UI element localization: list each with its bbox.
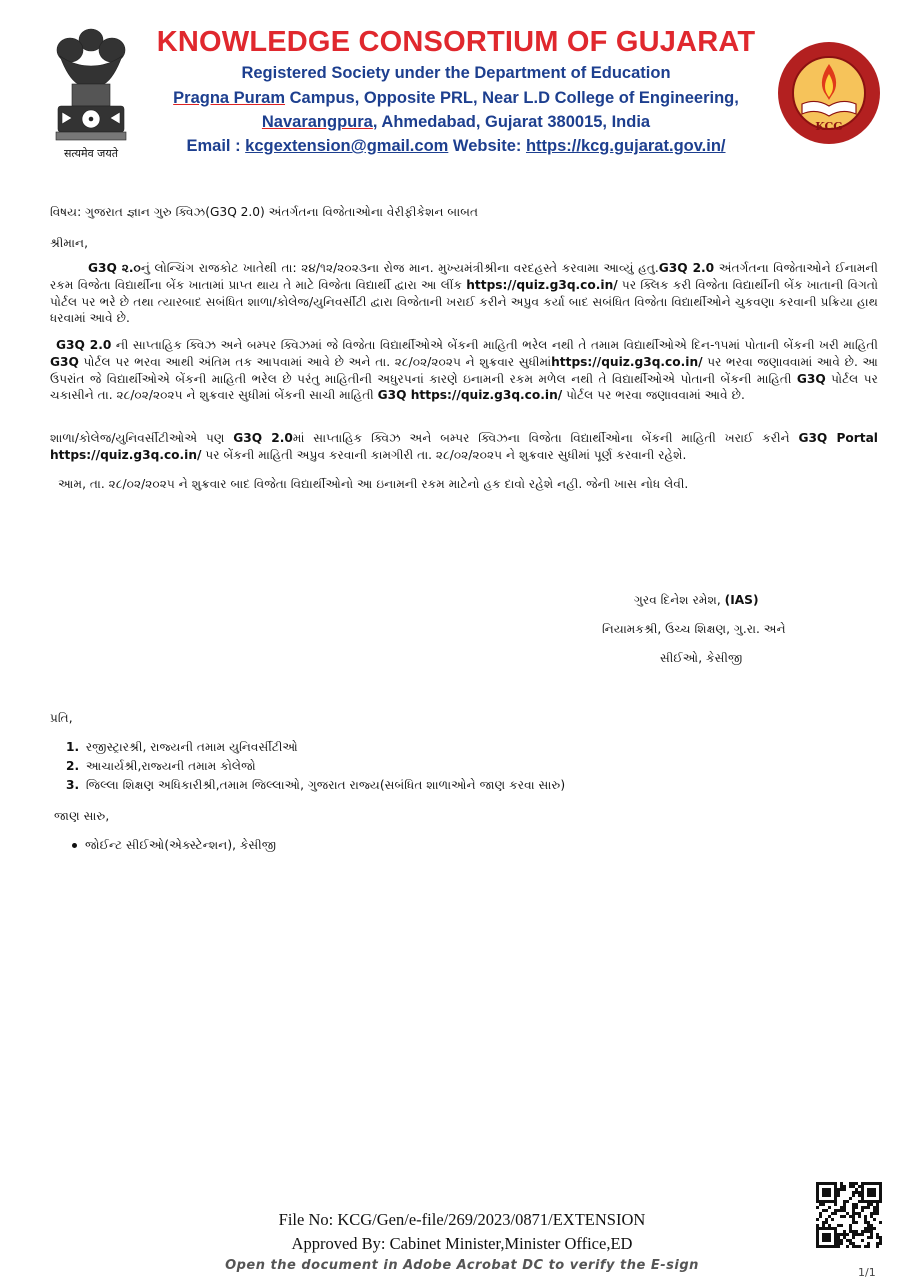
para1-text-1: G3Q ૨.૦ — [88, 261, 141, 275]
copy-label: જાણ સારુ, — [54, 809, 110, 823]
para2-text-7: G3Q — [796, 371, 826, 386]
para2-text-10: પોર્ટલ પર ભરવા જણાવવામાં આવે છે. — [562, 388, 745, 403]
website-link[interactable]: https://kcg.gujarat.gov.in/ — [525, 137, 726, 155]
paragraph-4: આમ, તા. ૨૮/૦૨/૨૦૨૫ ને શુક્રવાર બાદ વિજેતા વિદ્યાર્થીઓનો આ ઇનામની રકમ માટેનો હક દાવો રહેશે નહી. જેની ખાસ નોધ લેવી. — [58, 477, 689, 491]
emblem-motto: सत्यमेव जयते — [63, 147, 118, 160]
signatory-name — [634, 593, 759, 608]
recipient-list — [66, 740, 565, 797]
para1-text-4: અંતર્ગતના વિજેતાઓને ઈનામની રકમ વિજેતા વિદ્યાર્થીના બેંક ખાતામાં પ્રાપ્ત થાય તે માટે વિજેતા વિદ્યાર્થી દ્વારા આ લીંક — [50, 261, 878, 292]
logo-text: KCG — [815, 120, 843, 133]
para1-text-3: G3Q 2.0 — [658, 261, 715, 275]
signatory-ias: (IAS) — [724, 593, 759, 607]
paragraph-3 — [50, 430, 878, 464]
para1-link[interactable]: https://quiz.g3q.co.in/ — [466, 277, 618, 292]
campus-address: Campus, Opposite PRL, Near L.D College of Engineering, — [285, 89, 739, 107]
list-text: આચાર્યશ્રી,રાજ્યની તમામ કોલેજો — [85, 759, 256, 773]
para1-text-2: નું લોન્ચિંગ રાજકોટ ખાતેથી તા: ૨૪/૧૨/૨૦૨૩ના રોજ માન. મુખ્યમંત્રીશ્રીના વરદહસ્તે કરવામા આવ્યું હતુ. — [140, 261, 659, 275]
qr-code — [816, 1182, 882, 1248]
file-number: File No: KCG/Gen/e-file/269/2023/0871/EXTENSION — [278, 1210, 646, 1229]
kcg-logo — [776, 40, 882, 146]
signatory-name-text: ગુરવ દિનેશ રમેશ, — [634, 593, 725, 607]
state-emblem — [48, 26, 134, 166]
header-line-1: Registered Society under the Department of Education — [241, 64, 671, 82]
para3-text-5: પર બેંકની માહિતી અપ્રુવ કરવાની કામગીરી તા. ૨૮/૦૨/૨૦૨૫ ને શુક્રવાર સુધીમાં પૂર્ણ કરવાની રહેશે. — [201, 447, 687, 462]
area-name: Navarangpura — [261, 113, 373, 131]
to-label: પ્રતિ, — [50, 711, 73, 725]
list-text: રજીસ્ટ્રારશ્રી, રાજ્યની તમામ યુનિવર્સીટીઓ — [85, 740, 298, 754]
copy-to-text: જોઈન્ટ સીઈઓ(એક્સ્ટેન્શન), કેસીજી — [85, 838, 277, 852]
salutation: શ્રીમાન, — [50, 236, 88, 250]
para2-text-8: પોર્ટલ પર ચકાસીને તા. ૨૮/૦૨/૨૦૨૫ ને શુક્રવાર સુધીમાં બેંકની સાચી માહિતી — [50, 371, 878, 403]
list-item — [66, 759, 565, 778]
list-item — [66, 778, 565, 797]
para2-text-3: G3Q — [50, 354, 79, 369]
para3-link[interactable]: G3Q Portal https://quiz.g3q.co.in/ — [50, 431, 878, 462]
lion-capital-icon — [48, 26, 134, 166]
email-link[interactable]: kcgextension@gmail.com — [245, 137, 449, 155]
kcg-logo-icon — [776, 40, 882, 146]
list-num: 1. — [66, 740, 80, 754]
email-label: Email : — [186, 137, 246, 155]
list-text: જિલ્લા શિક્ષણ અધિકારીશ્રી,તમામ જિલ્લાઓ, ગુજરાત રાજ્ય(સબંધિત શાળાઓને જાણ કરવા સારુ) — [85, 778, 566, 792]
city-address: , Ahmedabad, Gujarat 380015, India — [372, 113, 651, 131]
campus-name: Pragna Puram — [173, 89, 286, 107]
list-num: 2. — [66, 759, 80, 773]
copy-to-item — [72, 838, 276, 853]
para1-text-6: પર ક્લિક કરી વિજેતા વિદ્યાર્થીની બેંક ખાતાની વિગતો પોર્ટલ પર ભરે છે તથા ત્યારબાદ સબંધિત શાળા/કોલેજ/યુનિવર્સીટી દ્વારા વિજેતાની ખરાઈ કરીને અપ્રુવ કર્યા બાદ સબંધિત વિજેતા વિદ્યાર્થીઓને ચુકવણા કરવાની પ્રક્રિયા હાથ ધરવામાં આવે છે. — [50, 277, 878, 326]
para2-text-4: પોર્ટલ પર ભરવા આથી અંતિમ તક આપવામાં આવે છે અને તા. ૨૮/૦૨/૨૦૨૫ ને શુક્રવાર સુધીમાં — [78, 354, 552, 369]
header-line-2 — [150, 89, 762, 108]
list-num: 3. — [66, 778, 80, 792]
signatory-office: સીઈઓ, કેસીજી — [660, 651, 743, 665]
para2-link-2[interactable]: G3Q https://quiz.g3q.co.in/ — [377, 388, 563, 403]
paragraph-2 — [50, 337, 878, 404]
approved-by: Approved By: Cabinet Minister,Minister Office,ED — [291, 1234, 633, 1253]
header-line-3 — [150, 113, 762, 132]
page-number: 1/1 — [858, 1266, 876, 1279]
org-title: KNOWLEDGE CONSORTIUM OF GUJARAT — [156, 26, 756, 58]
para2-text-2: ની સાપ્તાહિક ક્વિઝ અને બમ્પર ક્વિઝમાં જે વિજેતા વિદ્યાર્થીઓએ બેંકની માહિતી ભરેલ નથી તે તમામ વિદ્યાર્થીઓએ દિન-૧૫માં પોતાની બેંકની ખરી માહિતી — [111, 338, 878, 352]
list-item — [66, 740, 565, 759]
website-label: Website: — [448, 137, 526, 155]
para3-text-3: માં સાપ્તાહિક ક્વિઝ અને બમ્પર ક્વિઝના વિજેતા વિદ્યાર્થીઓના બેંકની માહિતી ખરાઈ કરીને — [292, 431, 799, 445]
signatory-designation: નિયામકશ્રી, ઉચ્ચ શિક્ષણ, ગુ.રા. અને — [602, 622, 786, 636]
para2-text-6: પર ભરવા જણાવવામાં આવે છે. આ ઉપરાંત જે વિદ્યાર્થીઓએ બેંકની માહિતી ભરેલ છે પરંતુ માહિતીની અધુરપનાં કારણે ઇનામની રકમ મળેલ નથી તે વિદ્યાર્થીઓએ પોતાની બેંકની માહિતી — [50, 354, 878, 386]
header-contact-line — [150, 137, 762, 156]
para2-text-1: G3Q 2.0 — [56, 338, 112, 352]
esign-note: Open the document in Adobe Acrobat DC to verify the E-sign — [225, 1258, 699, 1273]
para3-text-1: શાળા/કોલેજ/યુનિવર્સીટીઓએ પણ — [50, 431, 234, 445]
subject-line: વિષય: ગુજરાત જ્ઞાન ગુરુ ક્વિઝ(G3Q 2.0) અંતર્ગતના વિજેતાઓના વેરીફીકેશન બાબત — [50, 205, 479, 219]
qr-code-icon — [816, 1182, 882, 1248]
para3-text-2: G3Q 2.0 — [233, 431, 293, 445]
paragraph-1 — [50, 260, 878, 327]
bullet-icon — [72, 843, 77, 848]
para2-link-1[interactable]: https://quiz.g3q.co.in/ — [551, 354, 703, 369]
